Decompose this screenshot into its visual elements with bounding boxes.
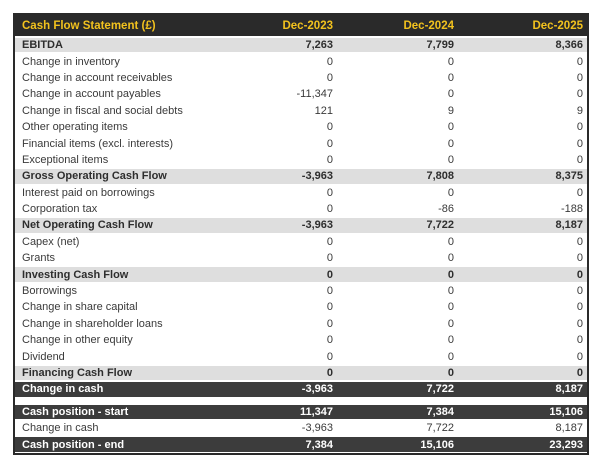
cell-value: 0 [326,186,333,199]
row-label: Change in other equity [22,334,133,347]
cell-value: 0 [576,88,583,101]
table-row [15,348,587,364]
row-label: Net Operating Cash Flow [22,219,153,232]
cell-value: 0 [447,137,454,150]
cell-value: 0 [447,350,454,363]
table-row [15,404,587,420]
cell-value: 8,375 [555,170,583,183]
cell-value: -11,347 [296,88,333,101]
table-row [15,201,587,217]
table-row [15,420,587,436]
row-label: Change in inventory [22,55,120,68]
cell-value: 7,722 [426,383,454,396]
cell-value: 0 [447,317,454,330]
table-row [15,250,587,266]
table-row [15,381,587,397]
row-label: Change in account payables [22,88,161,101]
row-label: Dividend [22,350,65,363]
table-row [15,119,587,135]
cell-value: 7,722 [426,219,454,232]
cell-value: 0 [576,350,583,363]
cell-value: 0 [447,285,454,298]
cell-value: 7,799 [426,39,454,52]
cell-value: -3,963 [301,219,333,232]
cell-value: 15,106 [420,438,454,451]
cell-value: 15,106 [549,405,583,418]
table-row [15,135,587,151]
row-label: Change in share capital [22,301,138,314]
row-label: Financial items (excl. interests) [22,137,173,150]
cell-value: 0 [576,186,583,199]
row-label: Change in cash [22,383,104,396]
cash-flow-statement-table [13,13,589,455]
row-label: Cash position - start [22,405,129,418]
row-label: Capex (net) [22,235,80,248]
row-label: Change in cash [22,422,99,435]
cell-value: 0 [326,301,333,314]
row-label: Investing Cash Flow [22,268,129,281]
cell-value: -3,963 [301,422,333,435]
cell-value: 0 [326,317,333,330]
cell-value: 0 [576,252,583,265]
cell-value: 0 [447,301,454,314]
row-label: EBITDA [22,39,63,52]
row-label: Interest paid on borrowings [22,186,155,199]
cell-value: 8,187 [555,422,583,435]
table-row [15,299,587,315]
cell-value: 0 [576,153,583,166]
cell-value: 8,366 [555,39,583,52]
cell-value: 0 [576,268,583,281]
cell-value: 0 [447,235,454,248]
cell-value: 0 [447,71,454,84]
row-label: Change in shareholder loans [22,317,163,330]
cell-value: 0 [326,334,333,347]
cell-value: -86 [438,203,454,216]
cell-value: 121 [314,104,333,117]
table-row [15,365,587,381]
cell-value: 0 [576,334,583,347]
cell-value: 0 [576,367,583,379]
table-summary-section [15,404,587,453]
cell-value: 7,263 [305,39,333,52]
cell-value: 8,187 [555,383,583,396]
cell-value: 0 [326,153,333,166]
cell-value: 7,384 [426,405,454,418]
cell-value: 0 [576,317,583,330]
cell-value: 0 [576,301,583,314]
row-label: Corporation tax [22,203,98,216]
cell-value: 0 [447,252,454,265]
column-header-dec-2024: Dec-2024 [403,19,454,32]
table-row [15,185,587,201]
cell-value: -3,963 [301,170,333,183]
row-label: Cash position - end [22,438,125,451]
cell-value: 11,347 [299,405,333,418]
table-row [15,217,587,233]
table-header-row [15,15,587,37]
cell-value: 7,384 [305,438,333,451]
table-row [15,168,587,184]
cell-value: 0 [326,71,333,84]
row-label: Grants [22,252,56,265]
row-label: Borrowings [22,285,78,298]
cell-value: 9 [447,104,454,117]
table-row [15,37,587,53]
cell-value: 0 [326,203,333,216]
column-header-dec-2025: Dec-2025 [532,19,583,32]
cell-value: 0 [576,55,583,68]
cell-value: 7,722 [426,422,454,435]
table-row [15,53,587,69]
column-header-dec-2023: Dec-2023 [282,19,333,32]
cell-value: 0 [447,268,454,281]
cell-value: -3,963 [301,383,333,396]
table-title: Cash Flow Statement (£) [22,19,156,32]
cell-value: 0 [576,71,583,84]
cell-value: 0 [447,153,454,166]
row-label: Gross Operating Cash Flow [22,170,167,183]
cell-value: 0 [447,334,454,347]
cell-value: 0 [326,252,333,265]
table-row [15,103,587,119]
row-label: Financing Cash Flow [22,367,133,379]
table-row [15,234,587,250]
cell-value: 23,293 [549,438,583,451]
cell-value: 0 [326,350,333,363]
cell-value: 0 [326,137,333,150]
cell-value: 0 [576,121,583,134]
row-label: Change in account receivables [22,71,173,84]
cell-value: 0 [447,88,454,101]
cell-value: 0 [447,367,454,379]
cell-value: 7,808 [426,170,454,183]
cell-value: -188 [560,203,583,216]
table-row [15,70,587,86]
cell-value: 0 [447,186,454,199]
row-label: Exceptional items [22,153,109,166]
row-label: Change in fiscal and social debts [22,104,183,117]
cell-value: 0 [326,268,333,281]
cell-value: 0 [447,55,454,68]
table-row [15,332,587,348]
table-row [15,436,587,452]
cell-value: 0 [326,55,333,68]
cell-value: 0 [576,235,583,248]
table-row [15,266,587,282]
table-row [15,152,587,168]
cell-value: 0 [326,235,333,248]
cell-value: 0 [326,367,333,379]
cell-value: 0 [326,121,333,134]
cell-value: 0 [576,137,583,150]
cell-value: 8,187 [555,219,583,232]
cell-value: 0 [326,285,333,298]
cell-value: 9 [576,104,583,117]
table-row [15,86,587,102]
table-row [15,316,587,332]
cell-value: 0 [447,121,454,134]
row-label: Other operating items [22,121,128,134]
cell-value: 0 [576,285,583,298]
table-body [15,37,587,398]
table-row [15,283,587,299]
